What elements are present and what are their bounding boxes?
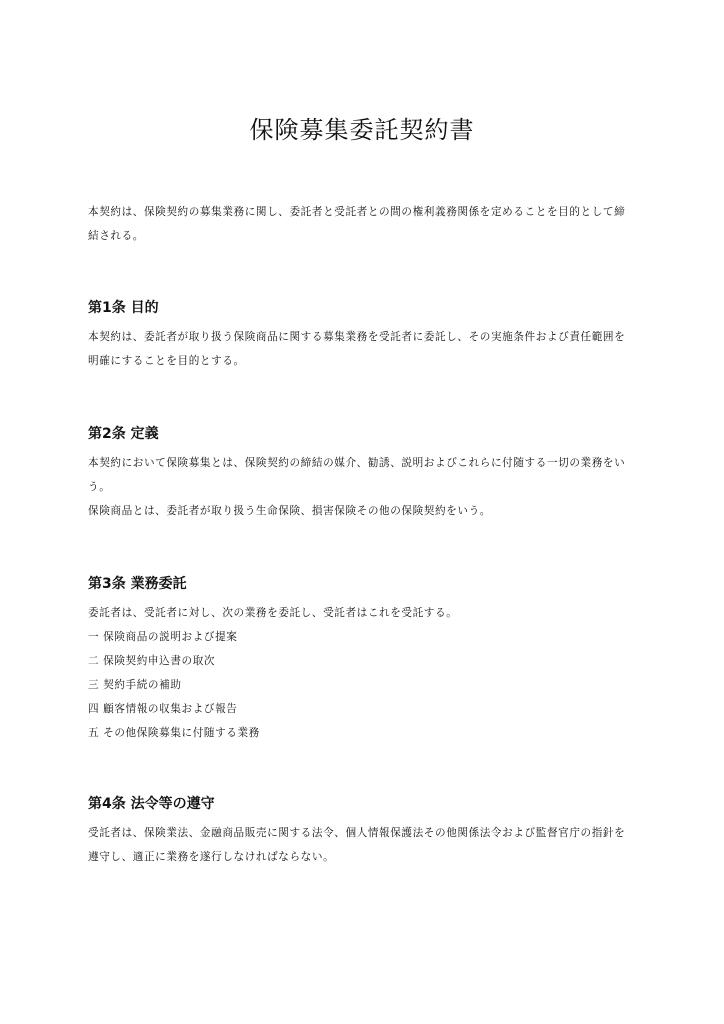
article-3 — [88, 573, 636, 745]
preamble-text: 本契約は、保険契約の募集業務に関し、委託者と受託者との間の権利義務関係を定めることを目的として締結される。 — [88, 206, 626, 242]
article-1 — [88, 297, 636, 373]
list-item: 三 契約手続の補助 — [88, 679, 182, 691]
article-4 — [88, 793, 636, 869]
list-item: 四 顧客情報の収集および報告 — [88, 703, 238, 715]
article-paragraph: 本契約は、委託者が取り扱う保険商品に関する募集業務を受託者に委託し、その実施条件および責任範囲を明確にすることを目的とする。 — [88, 331, 626, 367]
preamble-section — [88, 200, 636, 248]
article-paragraph: 受託者は、保険業法、金融商品販売に関する法令、個人情報保護法その他関係法令および監督官庁の指針を遵守し、適正に業務を遂行しなければならない。 — [88, 827, 626, 863]
document-title: 保険募集委託契約書 — [249, 116, 475, 144]
list-item: 二 保険契約申込書の取次 — [88, 655, 216, 667]
article-paragraph: 委託者は、受託者に対し、次の業務を委託し、受託者はこれを受託する。 — [88, 607, 458, 619]
list-item: 一 保険商品の説明および提案 — [88, 631, 238, 643]
article-heading: 第4条 法令等の遵守 — [88, 796, 215, 812]
article-heading: 第1条 目的 — [88, 300, 159, 316]
article-heading: 第2条 定義 — [88, 426, 159, 442]
article-2 — [88, 423, 636, 523]
list-item: 五 その他保険募集に付随する業務 — [88, 727, 260, 739]
article-paragraph: 保険商品とは、委託者が取り扱う生命保険、損害保険その他の保険契約をいう。 — [88, 505, 491, 517]
article-heading: 第3条 業務委託 — [88, 576, 187, 592]
article-paragraph: 本契約において保険募集とは、保険契約の締結の媒介、勧誘、説明およびこれらに付随する一切の業務をいう。 — [88, 457, 626, 493]
